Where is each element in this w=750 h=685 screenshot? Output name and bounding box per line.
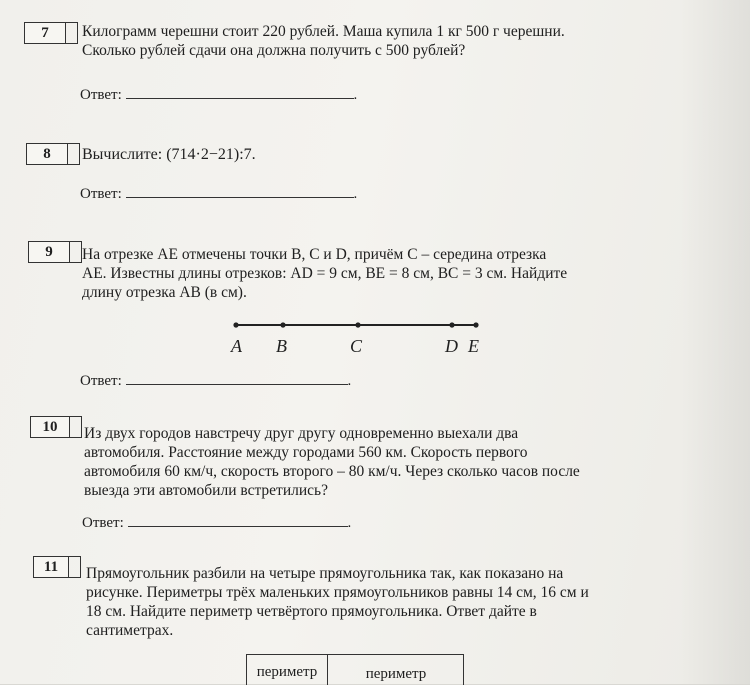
task-11-number: 11 bbox=[33, 556, 69, 578]
task-10-answer-line[interactable] bbox=[128, 512, 348, 527]
task-7-answer-dot: . bbox=[353, 87, 358, 103]
task-10-text bbox=[84, 424, 636, 500]
task-10-number-tab bbox=[69, 416, 82, 438]
task-8-answer-dot: . bbox=[353, 186, 358, 202]
point-b-dot bbox=[280, 322, 285, 327]
rectangle-divider bbox=[327, 655, 328, 685]
task-7-number: 7 bbox=[24, 22, 66, 44]
point-b-label: B bbox=[276, 336, 287, 356]
task-9-answer-line[interactable] bbox=[126, 370, 348, 385]
point-d-label: D bbox=[445, 336, 458, 356]
point-c-dot bbox=[355, 322, 360, 327]
task-10-line-2: автомобиля. Расстояние между городами 560 км. Скорость первого bbox=[84, 444, 528, 461]
task-8-answer-line[interactable] bbox=[126, 183, 354, 198]
task-9-number-tab bbox=[69, 241, 82, 263]
task-9-line-2: AE. Известны длины отрезков: AD = 9 см, BE = 8 см, BC = 3 см. Найдите bbox=[82, 265, 568, 282]
rectangle-figure bbox=[246, 654, 464, 685]
task-7-text bbox=[82, 22, 660, 60]
segment-ae-figure bbox=[225, 316, 487, 336]
task-11-line-3: 18 см. Найдите периметр четвёртого прямоугольника. Ответ дайте в bbox=[86, 603, 537, 620]
point-c-label: C bbox=[350, 336, 363, 356]
task-11-line-2: рисунке. Периметры трёх маленьких прямоугольников равны 14 см, 16 см и bbox=[86, 584, 589, 601]
task-9-line-1: На отрезке AE отмечены точки B, C и D, причём C – середина отрезка bbox=[82, 246, 547, 263]
rectangle-label-right: периметр bbox=[365, 666, 427, 682]
task-7-answer bbox=[80, 84, 357, 104]
task-7-line-2: Сколько рублей сдачи она должна получить с 500 рублей? bbox=[82, 42, 466, 59]
point-a-label: A bbox=[231, 336, 242, 356]
task-7-answer-line[interactable] bbox=[126, 84, 354, 99]
task-10-line-4: выезда эти автомобили встретились? bbox=[84, 482, 328, 499]
rectangle-label-left: периметр bbox=[256, 664, 318, 680]
task-10-answer bbox=[82, 512, 351, 532]
point-e-dot bbox=[473, 322, 478, 327]
task-11-text bbox=[86, 564, 634, 640]
task-9-answer-dot: . bbox=[347, 373, 352, 389]
task-11-line-1: Прямоугольник разбили на четыре прямоугольника так, как показано на bbox=[86, 565, 564, 582]
point-d-dot bbox=[449, 322, 454, 327]
task-10-line-3: автомобиля 60 км/ч, скорость второго – 80 км/ч. Через сколько часов после bbox=[84, 463, 580, 480]
task-8-line-1: Вычислите: (714·2−21):7. bbox=[82, 146, 256, 163]
task-9-answer-label: Ответ: bbox=[80, 373, 122, 389]
task-8-answer bbox=[80, 183, 357, 203]
task-9-answer bbox=[80, 370, 351, 390]
task-10-line-1: Из двух городов навстречу друг другу одновременно выехали два bbox=[84, 425, 519, 442]
task-7-line-1: Килограмм черешни стоит 220 рублей. Маша купила 1 кг 500 г черешни. bbox=[82, 23, 565, 40]
page-shadow bbox=[680, 0, 750, 684]
task-7-answer-label: Ответ: bbox=[80, 87, 122, 103]
task-8-number-tab bbox=[67, 143, 80, 165]
point-e-label: E bbox=[468, 336, 479, 356]
task-9-number: 9 bbox=[28, 241, 70, 263]
task-8-answer-label: Ответ: bbox=[80, 186, 122, 202]
task-9-text bbox=[82, 245, 646, 302]
task-11-line-4: сантиметрах. bbox=[86, 622, 174, 639]
task-8-number: 8 bbox=[26, 143, 68, 165]
task-10-answer-label: Ответ: bbox=[82, 515, 124, 531]
task-9-line-3: длину отрезка AB (в см). bbox=[82, 284, 247, 301]
point-a-dot bbox=[233, 322, 238, 327]
task-8-text bbox=[82, 145, 482, 164]
task-10-number: 10 bbox=[30, 416, 70, 438]
task-11-number-tab bbox=[68, 556, 81, 578]
task-10-answer-dot: . bbox=[347, 515, 352, 531]
task-7-number-tab bbox=[65, 22, 78, 44]
